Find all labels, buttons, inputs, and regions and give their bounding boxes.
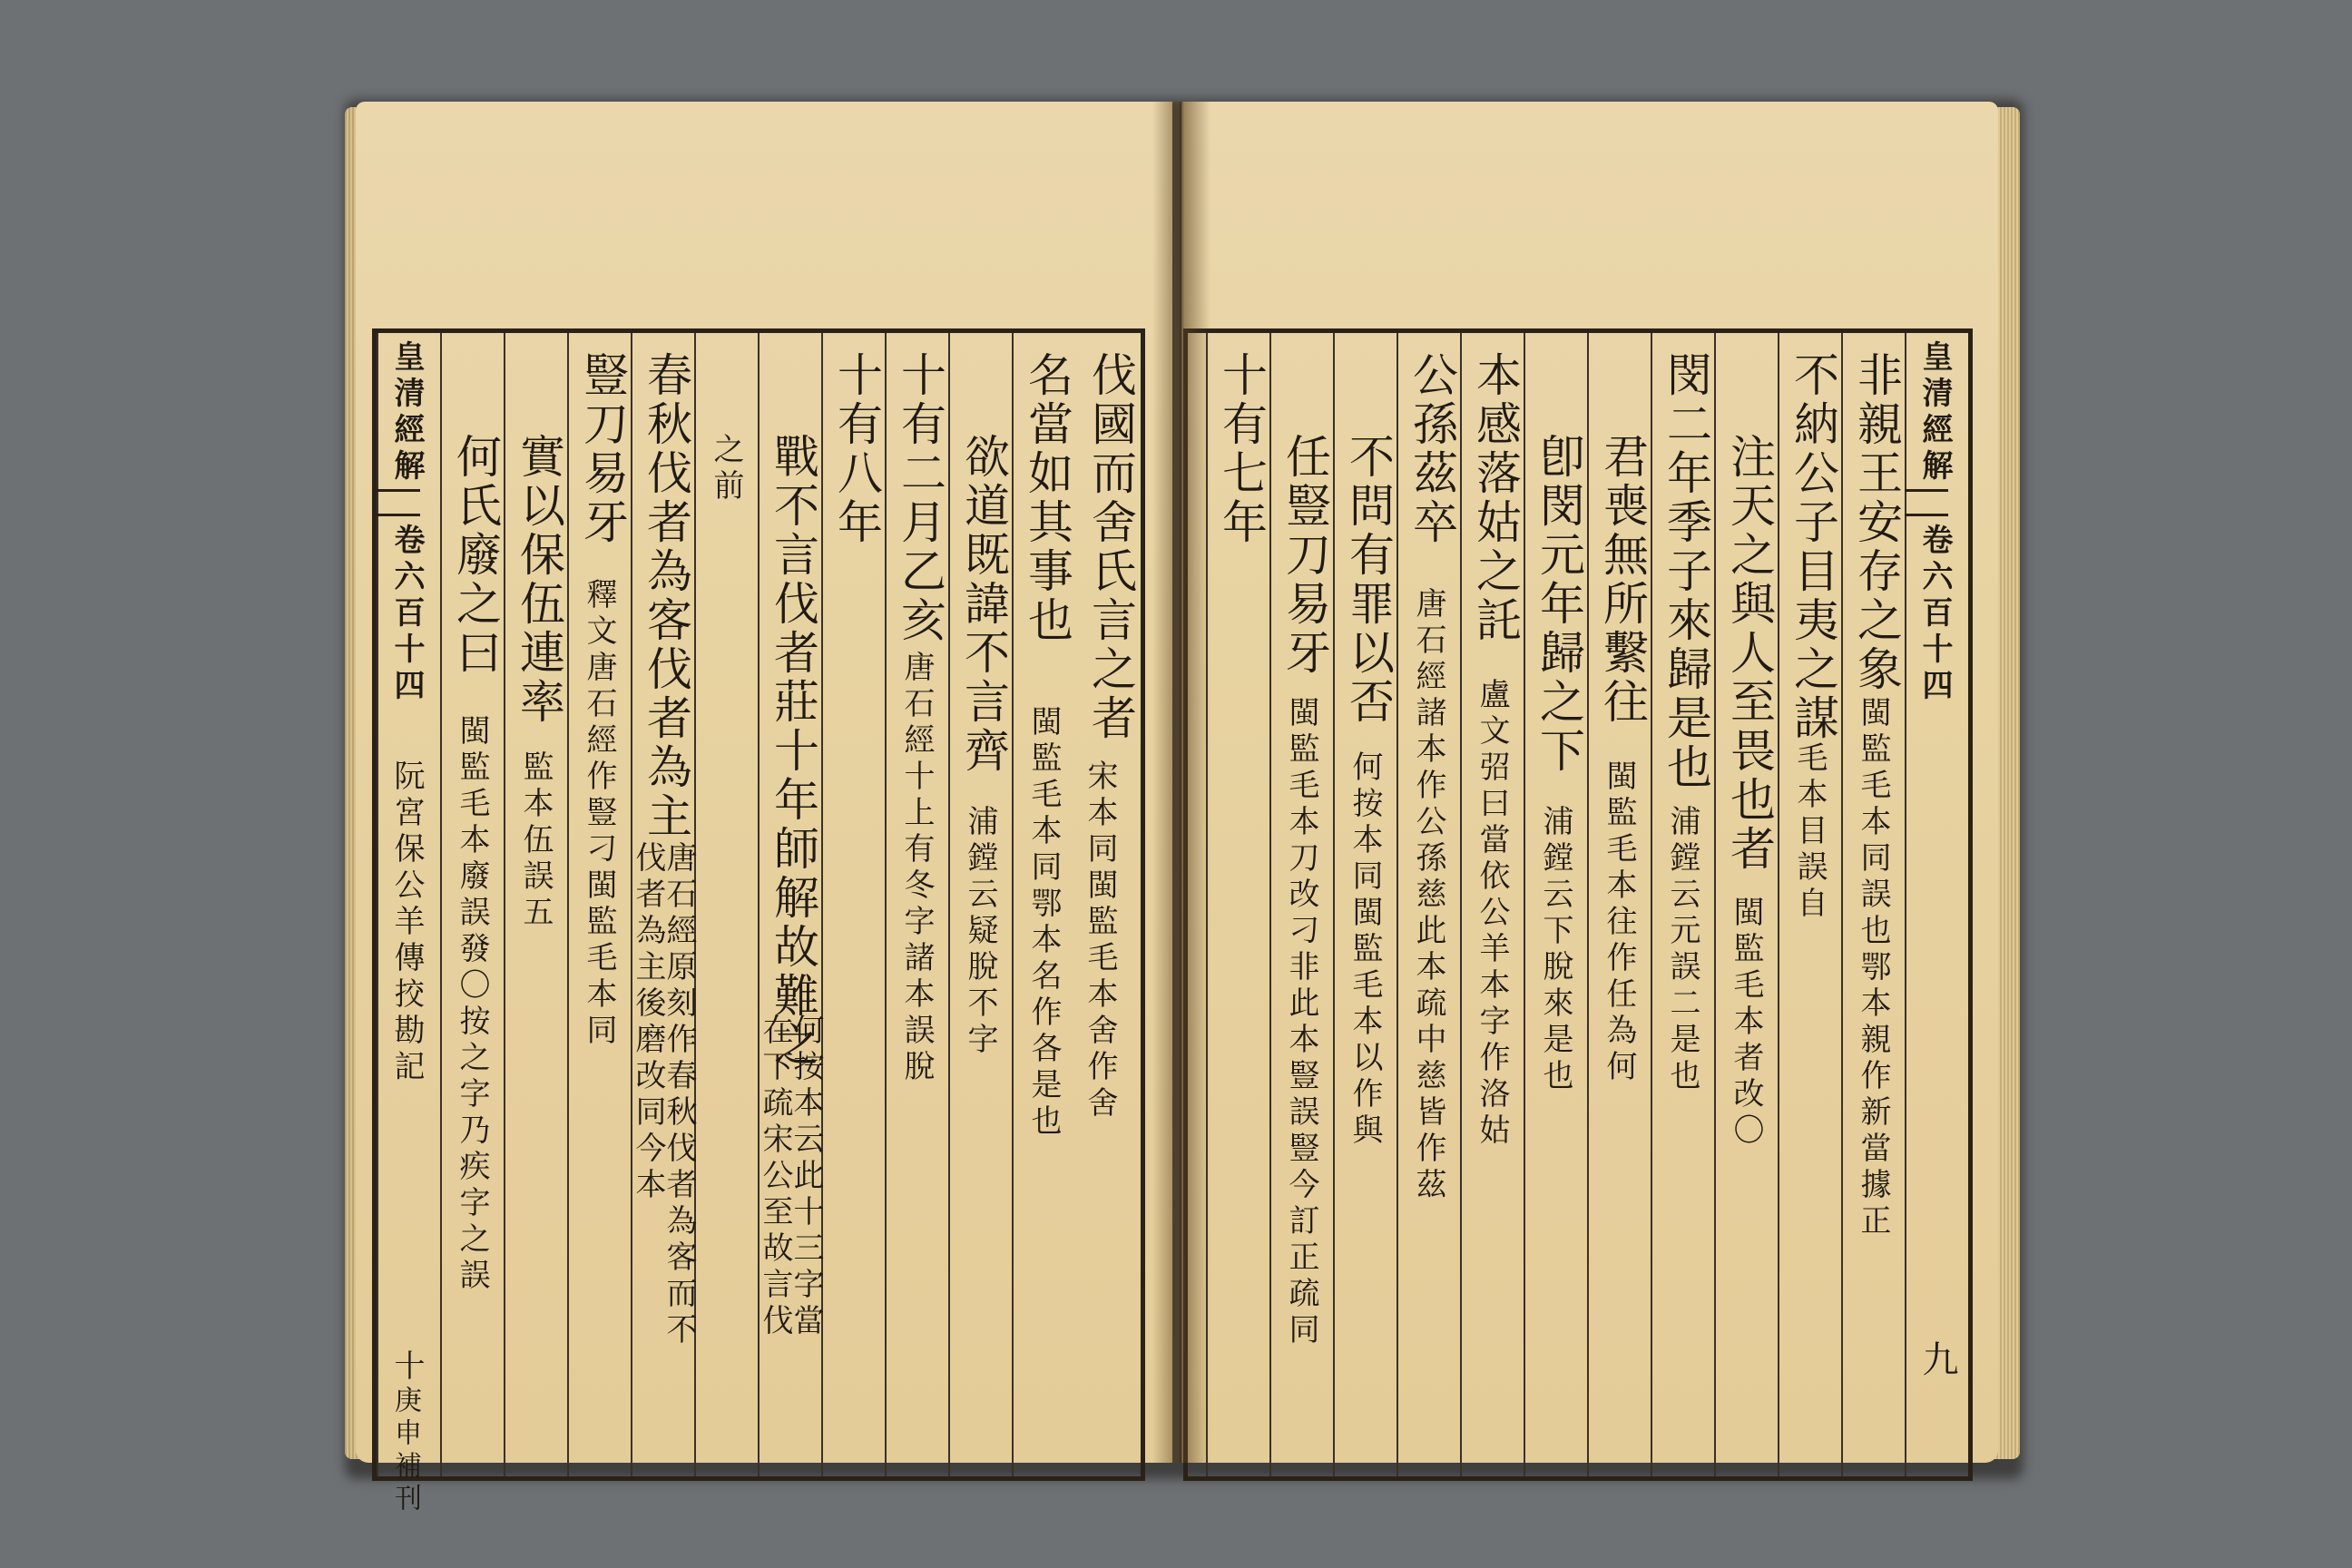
main-text: 十有七年 (1215, 351, 1268, 547)
main-text: 戰不言伐者莊十年師解故難之 (767, 433, 819, 1070)
fish-tail-mark (1905, 489, 1948, 516)
main-text: 春秋伐者為客伐者為主 (640, 351, 692, 841)
main-text: 豎刀易牙 (576, 351, 629, 547)
main-text: 名當如其事也 (1021, 351, 1073, 645)
text-column (1651, 333, 1716, 1476)
text-column (440, 333, 505, 1476)
note-text: 何按本云此十三字當 (788, 1014, 824, 1340)
text-column (1333, 333, 1398, 1476)
margin-book-title: 皇清經解 (388, 340, 425, 485)
main-text: 注天之與人至畏也者 (1723, 433, 1776, 874)
text-column (1587, 333, 1652, 1476)
main-text: 公孫茲卒 (1406, 351, 1458, 547)
text-column (1460, 333, 1525, 1476)
note-text: 閩監毛本同鄂本名作各是也 (1025, 705, 1062, 1141)
text-column (1269, 333, 1335, 1476)
margin-folio: 十 (388, 1349, 425, 1386)
note-text: 唐石經諸本作公孫慈此本疏中慈皆作茲 (1410, 587, 1446, 1204)
text-column (885, 333, 950, 1476)
margin-folio: 九 (1916, 1340, 1958, 1382)
text-column (631, 333, 696, 1476)
note-text: 之前 (708, 433, 744, 505)
margin-volume: 卷六百十四 (1916, 524, 1953, 705)
main-text: 卽閔元年歸之下 (1533, 433, 1585, 776)
banxin-margin (377, 333, 442, 1516)
text-column (504, 333, 569, 1476)
text-column (1778, 333, 1843, 1476)
main-text: 十有二月乙亥 (894, 351, 946, 645)
text-column (758, 333, 823, 1476)
main-text: 非親王安存之象 (1850, 351, 1903, 694)
note-text: 閩監毛本同誤也鄂本親作新當據正 (1855, 696, 1891, 1240)
note-text: 宋本同閩監毛本舍作舍 (1082, 760, 1118, 1122)
text-column (821, 333, 887, 1476)
margin-volume: 卷六百十四 (388, 524, 425, 705)
note-text: 在下疏宋公至故言伐 (757, 1014, 793, 1340)
right-page-frame (1183, 328, 1973, 1481)
text-column (567, 333, 632, 1476)
text-column (1012, 333, 1079, 1476)
main-text: 閔二年季子來歸是也 (1660, 351, 1712, 792)
main-text: 實以保伍連率 (513, 433, 565, 727)
note-text: 監本伍誤五 (517, 750, 554, 932)
right-page (1181, 102, 1998, 1463)
margin-work-title: 阮宮保公羊傳挍勘記 (388, 760, 425, 1086)
main-text: 何氏廢之曰 (449, 433, 502, 678)
note-text: 何按本同閩監毛本以作與 (1347, 750, 1383, 1150)
note-text: 浦鏜云元誤二是也 (1664, 805, 1700, 1095)
margin-reprint-note: 庚申補刊 (389, 1386, 421, 1516)
note-text: 浦鏜云疑脫不字 (962, 805, 998, 1059)
left-page-frame (372, 328, 1145, 1516)
note-text: 閩監毛本刀改刁非此本豎誤豎今訂正疏同 (1283, 696, 1319, 1349)
margin-book-title: 皇清經解 (1916, 340, 1953, 485)
text-column (1714, 333, 1779, 1476)
main-text: 君喪無所繫往 (1596, 433, 1649, 727)
text-column (1841, 333, 1906, 1476)
note-text: 毛本目誤自 (1791, 741, 1828, 923)
main-text: 不納公子目夷之謀 (1787, 351, 1839, 743)
note-text: 釋文唐石經作豎刁閩監毛本同 (581, 578, 617, 1050)
text-column (1077, 333, 1141, 1476)
main-text: 任豎刀易牙 (1279, 433, 1331, 678)
note-text: 閩監毛本往作任為何 (1601, 760, 1637, 1086)
text-column (948, 333, 1014, 1476)
note-text: 盧文弨曰當依公羊本字作洛姑 (1474, 678, 1510, 1150)
fish-tail-mark (377, 489, 420, 516)
book-gutter (1152, 102, 1210, 1463)
note-text: 浦鏜云下脫來是也 (1537, 805, 1573, 1095)
text-column (1206, 333, 1271, 1476)
text-column (694, 333, 760, 1476)
left-page (356, 102, 1172, 1516)
note-text: 閩監毛本廢誤發〇按之字乃疾字之誤 (454, 714, 490, 1295)
main-text: 欲道既諱不言齊 (957, 433, 1010, 776)
text-column (1524, 333, 1589, 1476)
note-text: 唐石經原刻作春秋伐者為客而不 (661, 841, 697, 1349)
main-text: 本感落姑之託 (1469, 351, 1522, 645)
banxin-margin (1905, 333, 1970, 1476)
note-text: 閩監毛本者改〇 (1728, 896, 1764, 1150)
main-text: 十有八年 (830, 351, 883, 547)
note-text: 唐石經十上有冬字諸本誤脫 (898, 651, 935, 1086)
note-text: 伐者為主後磨改同今本 (630, 841, 666, 1204)
main-text: 不問有罪以否 (1342, 433, 1395, 727)
text-column (1396, 333, 1462, 1476)
main-text: 伐國而舍氏言之者 (1084, 351, 1137, 743)
